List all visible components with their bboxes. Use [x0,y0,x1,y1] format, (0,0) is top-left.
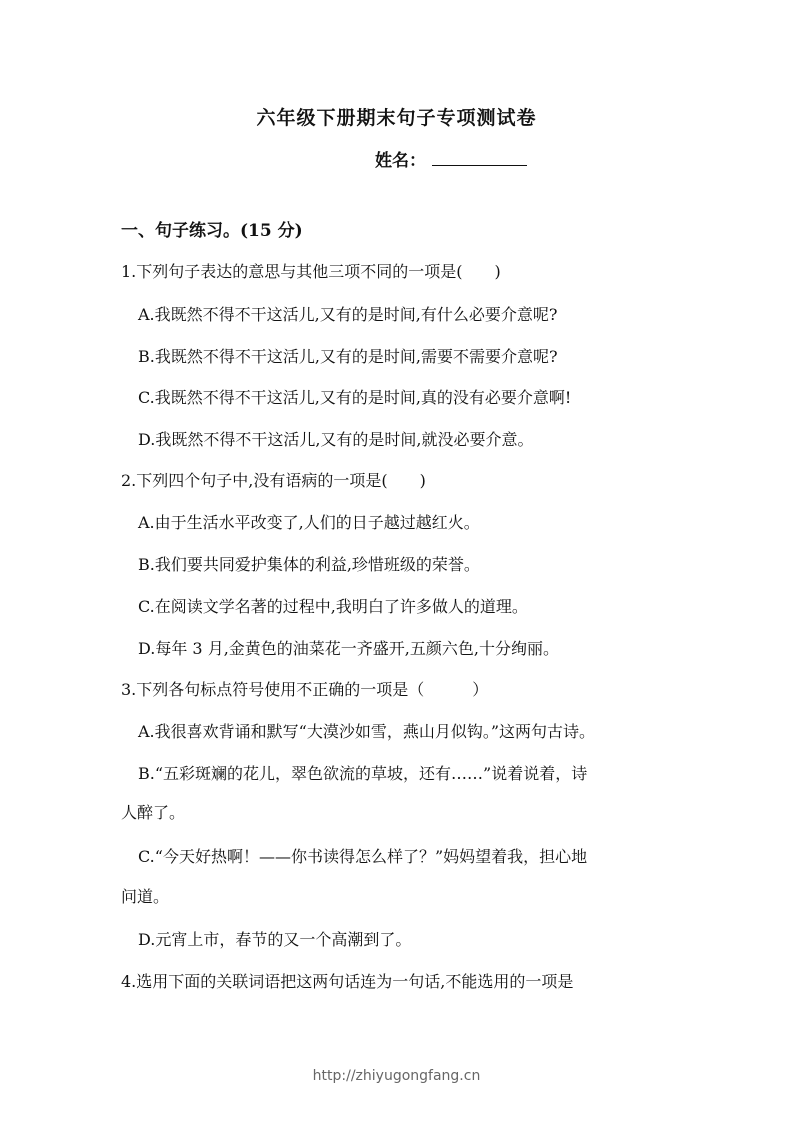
name-blank-line [432,148,527,166]
question-2-option-b: B.我们要共同爱护集体的利益,珍惜班级的荣誉。 [138,555,480,574]
question-2-option-a: A.由于生活水平改变了,人们的日子越过越红火。 [138,513,480,532]
question-2-option-d: D.每年 3 月,金黄色的油菜花一齐盛开,五颜六色,十分绚丽。 [138,639,559,658]
section-heading: 一、句子练习。(15 分) [121,221,303,241]
question-3-option-b-continued: 人醉了。 [121,803,186,822]
question-3-option-d: D.元宵上市，春节的又一个高潮到了。 [138,930,412,949]
question-2-option-c: C.在阅读文学名著的过程中,我明白了许多做人的道理。 [138,597,528,616]
page-title: 六年级下册期末句子专项测试卷 [256,107,537,129]
question-3-option-c: C.“今天好热啊！——你书读得怎么样了？”妈妈望着我，担心地 [138,847,588,866]
name-field [375,146,527,171]
name-label: 姓名： [375,151,426,171]
question-3-stem: 3.下列各句标点符号使用不正确的一项是（ ） [121,680,489,699]
question-3-option-a: A.我很喜欢背诵和默写“大漠沙如雪，燕山月似钩。”这两句古诗。 [138,722,596,741]
question-1-option-b: B.我既然不得不干这活儿,又有的是时间,需要不需要介意呢? [138,347,558,366]
question-1-option-c: C.我既然不得不干这活儿,又有的是时间,真的没有必要介意啊! [138,388,572,407]
question-2-stem: 2.下列四个句子中,没有语病的一项是( ) [121,471,426,490]
footer-url: http://zhiyugongfang.cn [312,1068,481,1084]
question-1-option-a: A.我既然不得不干这活儿,又有的是时间,有什么必要介意呢? [138,305,558,324]
question-1-option-d: D.我既然不得不干这活儿,又有的是时间,就没必要介意。 [138,430,534,449]
question-4-stem: 4.选用下面的关联词语把这两句话连为一句话,不能选用的一项是 [121,972,574,991]
question-3-option-b: B.“五彩斑斓的花儿，翠色欲流的草坡，还有……”说着说着，诗 [138,764,588,783]
question-3-option-c-continued: 问道。 [121,887,170,906]
question-1-stem: 1.下列句子表达的意思与其他三项不同的一项是( ) [121,262,501,281]
